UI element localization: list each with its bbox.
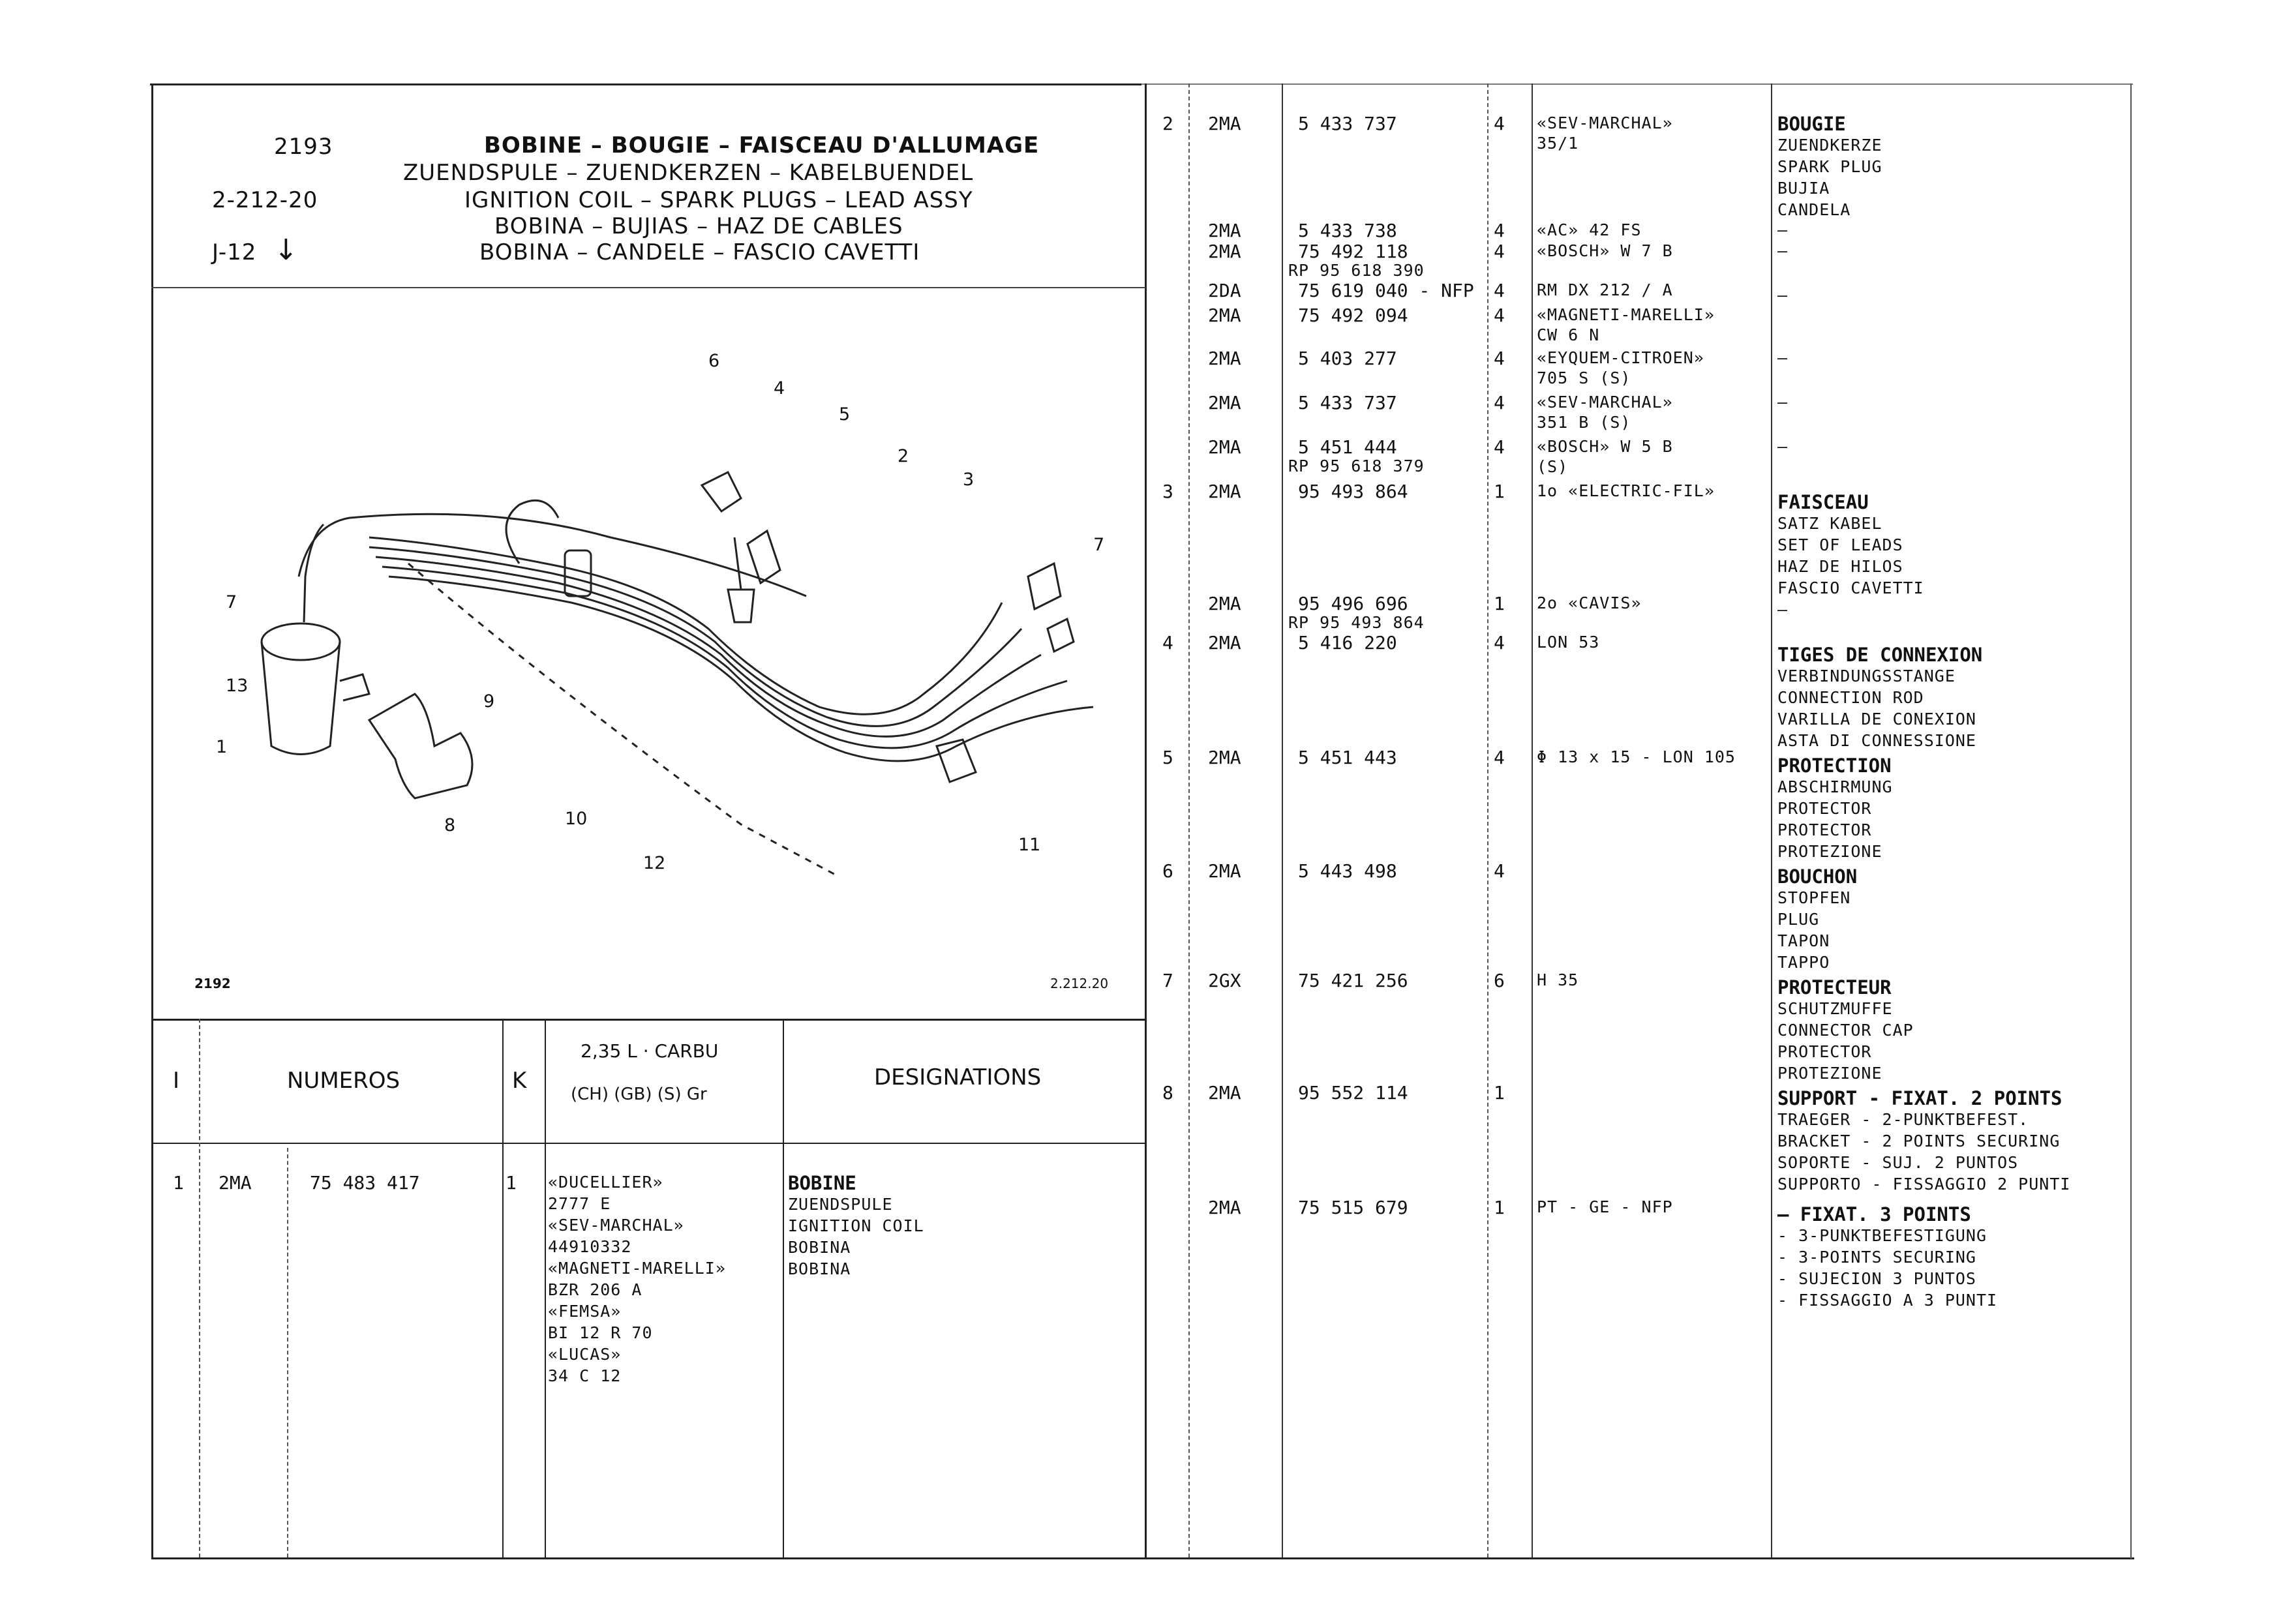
col-line-i <box>199 1019 200 1557</box>
right-row-qty: 1 <box>1494 1197 1505 1218</box>
designation-line: PROTECTOR <box>1777 820 1872 839</box>
designation-line: SCHUTZMUFFE <box>1777 999 1893 1018</box>
callout-1: 1 <box>216 737 228 757</box>
right-row-qty: 4 <box>1494 241 1505 262</box>
designation-head: BOBINE <box>788 1172 856 1194</box>
right-row-number: 5 433 737 <box>1298 392 1397 413</box>
right-row-model: 2MA <box>1208 632 1241 653</box>
right-row-number: 5 433 737 <box>1298 113 1397 134</box>
right-row-qty: 1 <box>1494 481 1505 502</box>
right-row-number: 95 552 114 <box>1298 1082 1408 1104</box>
right-row-model: 2MA <box>1208 241 1241 262</box>
right-row-qty: 4 <box>1494 348 1505 369</box>
designation-line: STOPFEN <box>1777 888 1851 907</box>
right-row-variant: CW 6 N <box>1537 325 1600 344</box>
right-row-variant: Φ 13 x 15 - LON 105 <box>1537 747 1736 766</box>
coil-bracket <box>340 674 369 700</box>
frame-left <box>151 83 153 1559</box>
left-panel-divider <box>1145 83 1147 1559</box>
right-row-model: 2DA <box>1208 280 1241 301</box>
variant-line: «LUCAS» <box>548 1345 622 1364</box>
designation-line: SET OF LEADS <box>1777 535 1903 554</box>
designation-line: IGNITION COIL <box>788 1216 924 1235</box>
designation-line: PROTEZIONE <box>1777 1064 1882 1083</box>
designation-line: SUPPORTO - FISSAGGIO 2 PUNTI <box>1777 1175 2071 1194</box>
right-row-model: 2MA <box>1208 436 1241 458</box>
variant-line: «FEMSA» <box>548 1302 622 1321</box>
right-row-qty: 4 <box>1494 280 1505 301</box>
designation-line: VARILLA DE CONEXION <box>1777 710 1976 728</box>
right-row-number: 5 403 277 <box>1298 348 1397 369</box>
ignition-exploded-diagram <box>154 290 1143 1017</box>
right-row-model: 2MA <box>1208 305 1241 326</box>
harness-wire-1 <box>369 537 1002 714</box>
page-ref: J-12 <box>212 239 257 265</box>
protector-7 <box>1028 563 1061 609</box>
right-row-number: RP 95 618 379 <box>1288 457 1425 475</box>
diagram-footer-left: 2192 <box>194 976 231 991</box>
right-row-number: 75 492 094 <box>1298 305 1408 326</box>
col-header-i: I <box>173 1068 180 1094</box>
right-row-number: RP 95 493 864 <box>1288 613 1425 632</box>
callout-10: 10 <box>565 809 588 829</box>
col-header-designations: DESIGNATIONS <box>874 1064 1042 1090</box>
designation-line: – <box>1777 393 1789 412</box>
designation-line: TAPPO <box>1777 953 1830 972</box>
left-row-model: 2MA <box>219 1172 252 1194</box>
designation-head: SUPPORT - FIXAT. 2 POINTS <box>1777 1087 2062 1109</box>
harness-wire-3 <box>376 557 1041 736</box>
right-row-variant: «AC» 42 FS <box>1537 220 1642 239</box>
designation-line: - 3-PUNKTBEFESTIGUNG <box>1777 1226 1987 1245</box>
rcol-line-designation <box>1771 83 1772 1557</box>
designation-head: BOUCHON <box>1777 865 1858 888</box>
designation-line: – <box>1777 600 1789 619</box>
right-row-item: 8 <box>1162 1082 1173 1104</box>
right-row-variant: LON 53 <box>1537 633 1600 652</box>
frame-right <box>2130 83 2132 1559</box>
col-line-designations <box>783 1019 784 1557</box>
right-row-qty: 4 <box>1494 113 1505 134</box>
designation-line: – <box>1777 220 1789 239</box>
col-header-k: K <box>512 1068 527 1094</box>
designation-line: ASTA DI CONNESSIONE <box>1777 731 1976 750</box>
variant-line: «DUCELLIER» <box>548 1173 663 1192</box>
right-row-number: RP 95 618 390 <box>1288 261 1425 280</box>
designation-line: - 3-POINTS SECURING <box>1777 1248 1976 1267</box>
designation-line: PROTECTOR <box>1777 799 1872 818</box>
designation-line: – <box>1777 437 1789 456</box>
variant-line: «MAGNETI-MARELLI» <box>548 1259 726 1278</box>
right-row-qty: 4 <box>1494 747 1505 768</box>
right-row-variant: PT - GE - NFP <box>1537 1197 1673 1216</box>
right-row-variant: 35/1 <box>1537 134 1579 153</box>
right-row-qty: 4 <box>1494 860 1505 882</box>
callout-12: 12 <box>643 853 666 873</box>
callout-7-left: 7 <box>226 592 237 612</box>
rcol-line-variant <box>1532 83 1533 1557</box>
coil-lead-long <box>299 514 806 596</box>
right-row-model: 2MA <box>1208 1082 1241 1104</box>
right-row-model: 2MA <box>1208 481 1241 502</box>
designation-line: SPARK PLUG <box>1777 157 1882 176</box>
right-row-variant: 1o «ELECTRIC-FIL» <box>1537 481 1715 500</box>
right-row-variant: «BOSCH» W 7 B <box>1537 241 1673 260</box>
designation-line: PROTECTOR <box>1777 1042 1872 1061</box>
right-row-qty: 4 <box>1494 220 1505 241</box>
right-row-model: 2MA <box>1208 593 1241 614</box>
right-row-number: 75 492 118 <box>1298 241 1408 262</box>
designation-head: FAISCEAU <box>1777 491 1869 513</box>
designation-line: BOBINA <box>788 1259 851 1278</box>
col-header-numeros: NUMEROS <box>287 1068 400 1094</box>
right-row-number: 95 496 696 <box>1298 593 1408 614</box>
right-row-number: 5 443 498 <box>1298 860 1397 882</box>
right-row-number: 95 493 864 <box>1298 481 1408 502</box>
designation-line: – <box>1777 348 1789 367</box>
designation-line: HAZ DE HILOS <box>1777 557 1903 576</box>
right-row-variant: «EYQUEM-CITROEN» <box>1537 348 1704 367</box>
coil-top <box>262 623 340 660</box>
designation-line: CONNECTION ROD <box>1777 688 1924 707</box>
right-row-qty: 4 <box>1494 305 1505 326</box>
right-row-item: 3 <box>1162 481 1173 502</box>
coil-body <box>262 642 340 755</box>
callout-13: 13 <box>226 676 249 696</box>
right-row-variant: «MAGNETI-MARELLI» <box>1537 305 1715 324</box>
designation-line: ZUENDKERZE <box>1777 136 1882 155</box>
bracket-8 <box>369 694 472 798</box>
callout-4: 4 <box>774 378 785 398</box>
designation-line: ZUENDSPULE <box>788 1195 893 1214</box>
protector-7b <box>1048 619 1074 652</box>
variant-line: BZR 206 A <box>548 1280 642 1299</box>
page-number: 2193 <box>274 134 333 160</box>
title-it: BOBINA – CANDELE – FASCIO CAVETTI <box>479 239 920 265</box>
designation-line: SATZ KABEL <box>1777 514 1882 533</box>
callout-8: 8 <box>444 815 456 835</box>
designation-line: ABSCHIRMUNG <box>1777 777 1893 796</box>
designation-head: PROTECTION <box>1777 755 1892 777</box>
col-header-variant-1: 2,35 L · CARBU <box>581 1040 719 1062</box>
callout-7-right: 7 <box>1093 535 1105 555</box>
diagram-footer-right: 2.212.20 <box>1050 976 1109 991</box>
col-line-numeros <box>287 1148 288 1557</box>
col-header-variant-2: (CH) (GB) (S) Gr <box>571 1085 707 1104</box>
designation-line: TRAEGER - 2-PUNKTBEFEST. <box>1777 1110 2029 1129</box>
col-line-k <box>502 1019 504 1557</box>
title-es: BOBINA – BUJIAS – HAZ DE CABLES <box>494 213 903 239</box>
table-header-rule <box>151 1143 1145 1144</box>
designation-line: – <box>1777 286 1789 305</box>
designation-line: CONNECTOR CAP <box>1777 1021 1914 1040</box>
right-row-item: 4 <box>1162 632 1173 653</box>
right-row-number: 5 433 738 <box>1298 220 1397 241</box>
harness-wire-5 <box>389 577 1093 761</box>
designation-line: BOBINA <box>788 1238 851 1257</box>
designation-line: - FISSAGGIO A 3 PUNTI <box>1777 1291 1998 1310</box>
harness-loop <box>506 500 558 563</box>
right-row-model: 2MA <box>1208 392 1241 413</box>
right-row-model: 2GX <box>1208 970 1241 991</box>
right-row-number: 5 451 444 <box>1298 436 1397 458</box>
right-row-qty: 6 <box>1494 970 1505 991</box>
designation-line: - SUJECION 3 PUNTOS <box>1777 1269 1976 1288</box>
callout-3: 3 <box>963 470 974 490</box>
variant-line: 2777 E <box>548 1194 611 1213</box>
right-row-qty: 1 <box>1494 593 1505 614</box>
designation-line: PROTEZIONE <box>1777 842 1882 861</box>
right-row-item: 2 <box>1162 113 1173 134</box>
right-row-variant: «SEV-MARCHAL» <box>1537 113 1673 132</box>
rcol-line-number <box>1282 83 1283 1557</box>
right-row-variant: «SEV-MARCHAL» <box>1537 393 1673 412</box>
designation-line: TAPON <box>1777 931 1830 950</box>
frame-bottom <box>151 1557 2134 1559</box>
title-de: ZUENDSPULE – ZUENDKERZEN – KABELBUENDEL <box>403 160 974 186</box>
designation-line: SOPORTE - SUJ. 2 PUNTOS <box>1777 1153 2019 1172</box>
col-line-variants <box>545 1019 546 1557</box>
right-row-number: 75 421 256 <box>1298 970 1408 991</box>
callout-2: 2 <box>898 446 909 466</box>
designation-line: – <box>1777 241 1789 260</box>
callout-11: 11 <box>1018 835 1041 855</box>
designation-line: CANDELA <box>1777 200 1851 219</box>
right-row-number: 5 416 220 <box>1298 632 1397 653</box>
title-fr: BOBINE – BOUGIE – FAISCEAU D'ALLUMAGE <box>484 132 1040 158</box>
designation-line: BRACKET - 2 POINTS SECURING <box>1777 1132 2061 1150</box>
right-row-qty: 1 <box>1494 1082 1505 1104</box>
variant-line: 34 C 12 <box>548 1366 622 1385</box>
right-row-qty: 4 <box>1494 392 1505 413</box>
right-row-item: 7 <box>1162 970 1173 991</box>
designation-head: TIGES DE CONNEXION <box>1777 644 1983 666</box>
ref-code: 2-212-20 <box>212 187 318 213</box>
frame-top-left <box>150 83 1141 85</box>
callout-9: 9 <box>483 691 495 712</box>
right-row-item: 6 <box>1162 860 1173 882</box>
designation-line: PLUG <box>1777 910 1820 929</box>
right-row-qty: 4 <box>1494 436 1505 458</box>
diagram-bottom-rule <box>151 1019 1145 1021</box>
right-row-model: 2MA <box>1208 113 1241 134</box>
designation-head: BOUGIE <box>1777 113 1846 135</box>
left-row-qty: 1 <box>506 1172 517 1194</box>
variant-line: BI 12 R 70 <box>548 1323 653 1342</box>
right-row-variant: H 35 <box>1537 970 1579 989</box>
right-row-variant: 2o «CAVIS» <box>1537 593 1642 612</box>
title-en: IGNITION COIL – SPARK PLUGS – LEAD ASSY <box>464 187 973 213</box>
plug-cap-2 <box>702 472 741 511</box>
header-rule <box>151 287 1145 288</box>
designation-line: FASCIO CAVETTI <box>1777 578 1924 597</box>
rcol-line-model <box>1188 83 1190 1557</box>
right-row-model: 2MA <box>1208 1197 1241 1218</box>
variant-line: 44910332 <box>548 1237 632 1256</box>
right-row-number: 75 619 040 - NFP <box>1298 280 1474 301</box>
right-row-model: 2MA <box>1208 220 1241 241</box>
callout-5: 5 <box>839 404 851 425</box>
left-row-number: 75 483 417 <box>310 1172 420 1194</box>
right-row-variant: (S) <box>1537 457 1569 476</box>
right-row-model: 2MA <box>1208 348 1241 369</box>
right-row-number: 5 451 443 <box>1298 747 1397 768</box>
left-row-item: 1 <box>173 1172 184 1194</box>
right-row-number: 75 515 679 <box>1298 1197 1408 1218</box>
right-row-item: 5 <box>1162 747 1173 768</box>
designation-line: BUJIA <box>1777 179 1830 198</box>
rcol-line-qty <box>1487 83 1488 1557</box>
designation-head: PROTECTEUR <box>1777 976 1892 999</box>
callout-6: 6 <box>708 351 720 371</box>
frame-top-right <box>1141 83 2133 85</box>
designation-head: – FIXAT. 3 POINTS <box>1777 1203 1971 1225</box>
right-row-qty: 4 <box>1494 632 1505 653</box>
designation-line: VERBINDUNGSSTANGE <box>1777 667 1956 685</box>
variant-line: «SEV-MARCHAL» <box>548 1216 684 1235</box>
down-arrow-icon: ↓ <box>274 233 299 267</box>
right-row-variant: 351 B (S) <box>1537 413 1631 432</box>
right-row-variant: «BOSCH» W 5 B <box>1537 437 1673 456</box>
right-row-variant: 705 S (S) <box>1537 368 1631 387</box>
right-row-variant: RM DX 212 / A <box>1537 280 1673 299</box>
right-row-model: 2MA <box>1208 747 1241 768</box>
right-row-model: 2MA <box>1208 860 1241 882</box>
